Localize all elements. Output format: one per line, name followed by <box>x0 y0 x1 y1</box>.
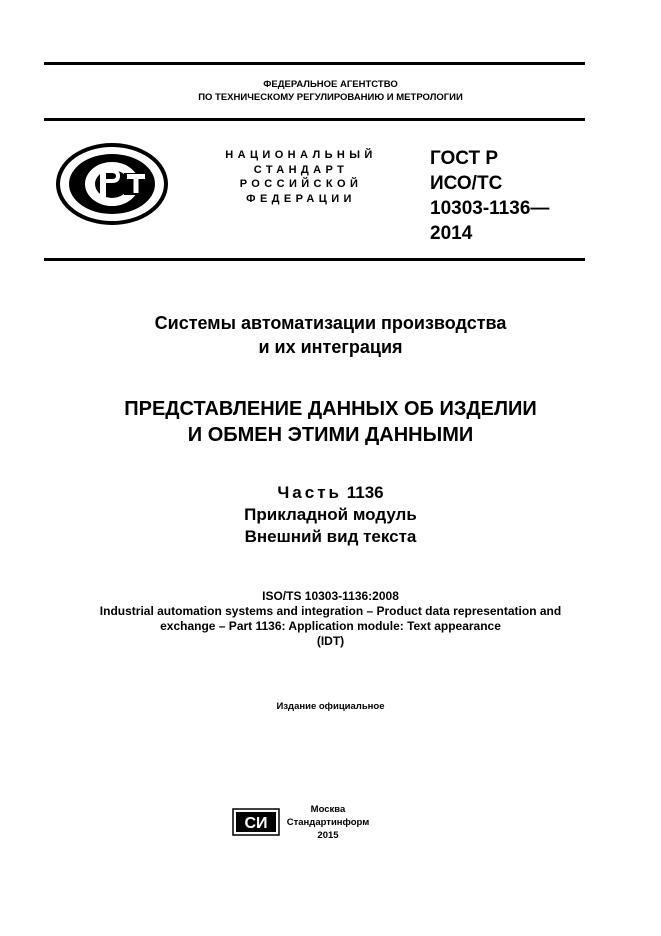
main-title-line-1: ПРЕДСТАВЛЕНИЕ ДАННЫХ ОБ ИЗДЕЛИИ <box>124 398 537 420</box>
part-number-line <box>0 482 661 504</box>
gost-r-certification-mark-icon <box>56 143 168 225</box>
part-word: Часть <box>277 483 342 502</box>
publisher-year: 2015 <box>317 830 339 841</box>
national-standard-line-4: ФЕДЕРАЦИИ <box>246 192 356 205</box>
designation-line-2: ИСО/ТС <box>430 173 503 194</box>
top-rule <box>44 62 585 65</box>
iso-line-1: ISO/TS 10303-1136:2008 <box>262 589 399 603</box>
designation-line-1: ГОСТ Р <box>430 148 499 169</box>
agency-line-2: ПО ТЕХНИЧЕСКОМУ РЕГУЛИРОВАНИЮ И МЕТРОЛОГИИ <box>198 92 463 103</box>
publisher-logo <box>232 808 280 836</box>
national-standard-label <box>208 148 394 206</box>
publisher-info <box>282 803 374 842</box>
designation-line-3: 10303-1136— <box>430 198 550 219</box>
main-title <box>0 396 661 448</box>
iso-reference <box>0 589 661 649</box>
iso-line-4: (IDT) <box>316 634 345 648</box>
iso-line-3: exchange – Part 1136: Application module: Text appearance <box>160 619 501 633</box>
national-standard-line-1: НАЦИОНАЛЬНЫЙ <box>225 149 377 161</box>
gost-r-logo <box>56 143 168 225</box>
publisher-city: Москва <box>310 804 346 815</box>
part-number: 1136 <box>346 483 384 502</box>
agency-name <box>0 78 661 104</box>
national-standard-line-3: РОССИЙСКОЙ <box>239 178 363 190</box>
part-line-3: Внешний вид текста <box>244 527 417 546</box>
agency-rule <box>44 118 585 121</box>
agency-line-1: ФЕДЕРАЛЬНОЕ АГЕНТСТВО <box>263 79 398 90</box>
edition-label: Издание официальное <box>276 701 385 712</box>
part-title <box>0 482 661 548</box>
standartinform-logo-icon <box>232 808 280 836</box>
publisher-logo-text: СИ <box>244 815 268 832</box>
series-title-line-1: Системы автоматизации производства <box>154 313 507 333</box>
main-title-line-2: И ОБМЕН ЭТИМИ ДАННЫМИ <box>187 424 474 446</box>
publisher-name: Стандартинформ <box>286 817 370 828</box>
part-line-2: Прикладной модуль <box>244 505 417 524</box>
designation-line-4: 2014 <box>430 223 473 244</box>
iso-line-2: Industrial automation systems and integration – Product data representation and <box>99 604 562 618</box>
header-bottom-rule <box>44 258 585 261</box>
national-standard-line-2: СТАНДАРТ <box>253 163 349 176</box>
standard-designation <box>430 146 600 246</box>
series-title-line-2: и их интеграция <box>258 337 403 357</box>
series-title <box>0 311 661 359</box>
